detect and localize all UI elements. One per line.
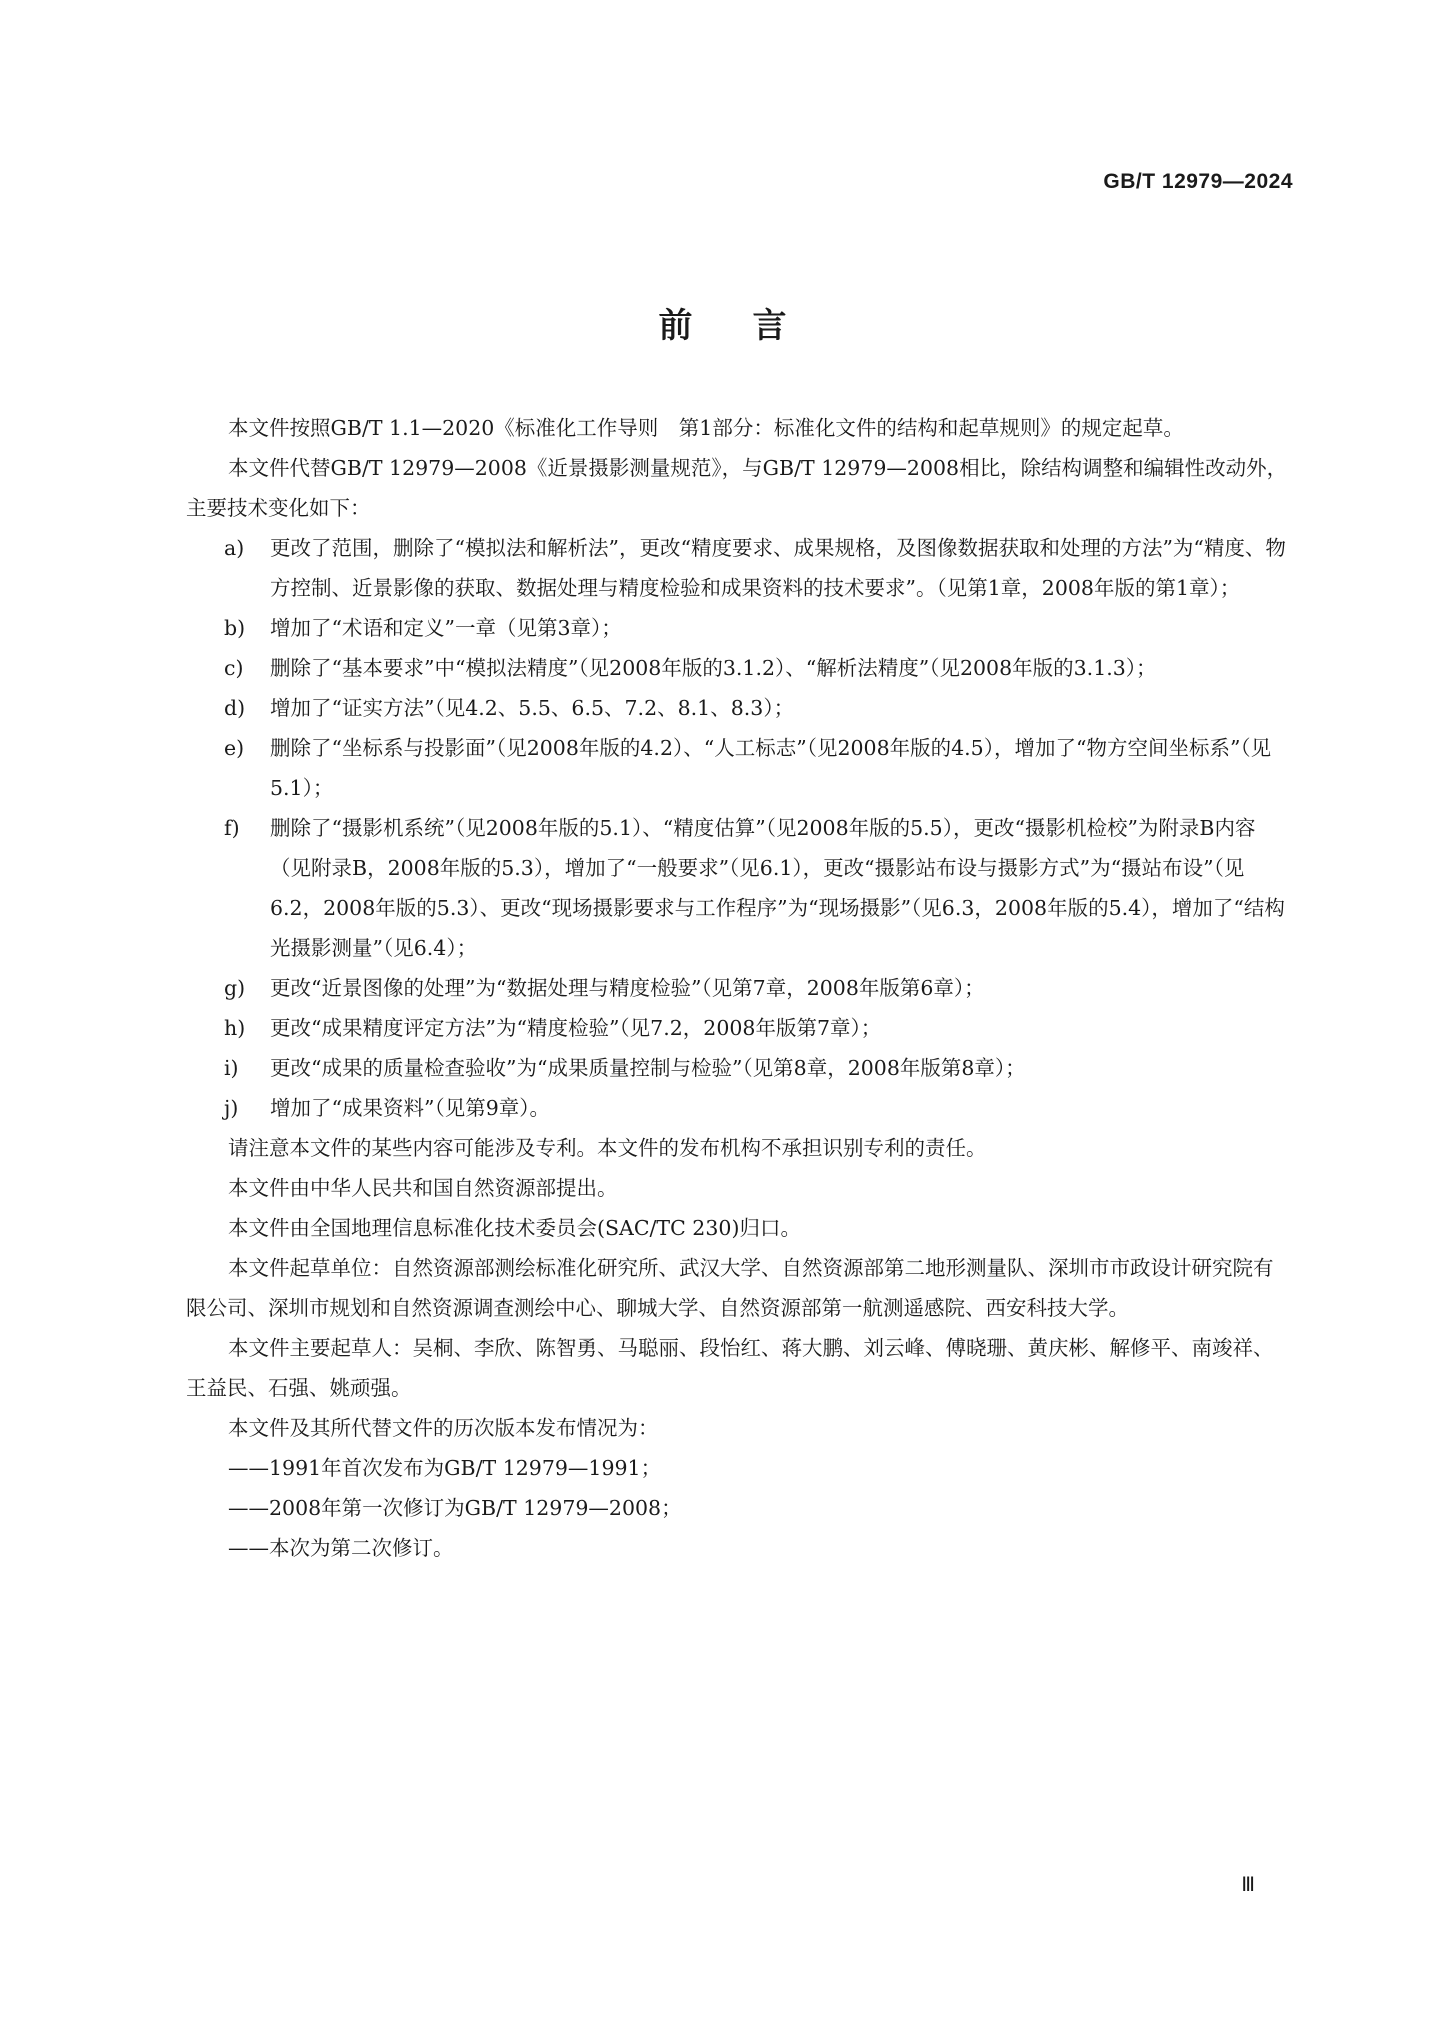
change-item-label: b) xyxy=(224,616,246,640)
change-item-label: j) xyxy=(224,1096,239,1120)
change-item-text: 增加了“术语和定义”一章（见第3章）； xyxy=(270,616,622,640)
paragraph-drafting-organizations: 本文件起草单位：自然资源部测绘标准化研究所、武汉大学、自然资源部第二地形测量队、深圳市市政设计研究院有限公司、深圳市规划和自然资源调查测绘中心、聊城大学、自然资源部第一航测遥感院、西安科技大学。 xyxy=(186,1256,1274,1320)
change-item-text: 更改“近景图像的处理”为“数据处理与精度检验”（见第7章，2008年版第6章）； xyxy=(270,976,985,1000)
change-item xyxy=(186,1048,1290,1088)
paragraph-replaces: 本文件代替GB/T 12979—2008《近景摄影测量规范》，与GB/T 12979—2008相比，除结构调整和编辑性改动外，主要技术变化如下： xyxy=(186,456,1288,520)
history-entry: ——2008年第一次修订为GB/T 12979—2008； xyxy=(228,1496,682,1520)
paragraph-patent-notice: 请注意本文件的某些内容可能涉及专利。本文件的发布机构不承担识别专利的责任。 xyxy=(228,1136,987,1160)
change-item xyxy=(186,728,1290,808)
change-item xyxy=(186,1008,1290,1048)
page-number: Ⅲ xyxy=(1241,1874,1255,1896)
paragraph-proposed-by: 本文件由中华人民共和国自然资源部提出。 xyxy=(228,1176,618,1200)
paragraph-drafters: 本文件主要起草人：吴桐、李欣、陈智勇、马聪丽、段怡红、蒋大鹏、刘云峰、傅晓珊、黄庆彬、解修平、南竣祥、王益民、石强、姚顽强。 xyxy=(186,1336,1274,1400)
history-entry: ——1991年首次发布为GB/T 12979—1991； xyxy=(228,1456,662,1480)
change-item-label: g) xyxy=(224,976,246,1000)
page-title xyxy=(0,298,1445,347)
change-item xyxy=(186,1088,1290,1128)
change-item xyxy=(186,968,1290,1008)
title-char-1: 前 xyxy=(658,306,693,346)
change-item-label: d) xyxy=(224,696,246,720)
change-item-text: 更改了范围，删除了“模拟法和解析法”，更改“精度要求、成果规格，及图像数据获取和处理的方法”为“精度、物方控制、近景影像的获取、数据处理与精度检验和成果资料的技术要求”。（见第1章，2008年版的第1章）； xyxy=(270,536,1286,600)
change-item-text: 增加了“成果资料”（见第9章）。 xyxy=(270,1096,551,1120)
change-item-text: 删除了“坐标系与投影面”（见2008年版的4.2）、“人工标志”（见2008年版的4.5），增加了“物方空间坐标系”（见5.1）； xyxy=(270,736,1272,800)
change-item xyxy=(186,528,1290,608)
change-item-text: 删除了“基本要求”中“模拟法精度”（见2008年版的3.1.2）、“解析法精度”（见2008年版的3.1.3）； xyxy=(270,656,1157,680)
paragraph-history-intro: 本文件及其所代替文件的历次版本发布情况为： xyxy=(228,1416,659,1440)
change-item-label: c) xyxy=(224,656,244,680)
change-item-label: f) xyxy=(224,816,240,840)
change-item-label: e) xyxy=(224,736,245,760)
change-item-text: 更改“成果精度评定方法”为“精度检验”（见7.2，2008年版第7章）； xyxy=(270,1016,882,1040)
change-item-text: 更改“成果的质量检查验收”为“成果质量控制与检验”（见第8章，2008年版第8章）； xyxy=(270,1056,1026,1080)
foreword-body xyxy=(186,408,1290,1568)
title-char-2: 言 xyxy=(752,306,787,346)
history-entry: ——本次为第二次修订。 xyxy=(228,1536,454,1560)
paragraph-administered-by: 本文件由全国地理信息标准化技术委员会(SAC/TC 230)归口。 xyxy=(228,1216,801,1240)
change-item-label: h) xyxy=(224,1016,246,1040)
change-item xyxy=(186,608,1290,648)
change-item-label: i) xyxy=(224,1056,239,1080)
change-item xyxy=(186,688,1290,728)
change-item xyxy=(186,648,1290,688)
change-item xyxy=(186,808,1290,968)
change-item-text: 增加了“证实方法”（见4.2、5.5、6.5、7.2、8.1、8.3）； xyxy=(270,696,795,720)
change-item-text: 删除了“摄影机系统”（见2008年版的5.1）、“精度估算”（见2008年版的5.5），更改“摄影机检校”为附录B内容（见附录B，2008年版的5.3），增加了“一般要求”（见6.1），更改“摄影站布设与摄影方式”为“摄站布设”（见6.2，2008年版的5.3）、更改“现场摄影要求与工作程序”为“现场摄影”（见6.3，2008年版的5.4），增加了“结构光摄影测量”（见6.4）； xyxy=(270,816,1285,960)
change-item-label: a) xyxy=(224,536,245,560)
standard-code: GB/T 12979—2024 xyxy=(1103,170,1293,193)
paragraph-drafting-rules: 本文件按照GB/T 1.1—2020《标准化工作导则 第1部分：标准化文件的结构和起草规则》的规定起草。 xyxy=(228,416,1184,440)
